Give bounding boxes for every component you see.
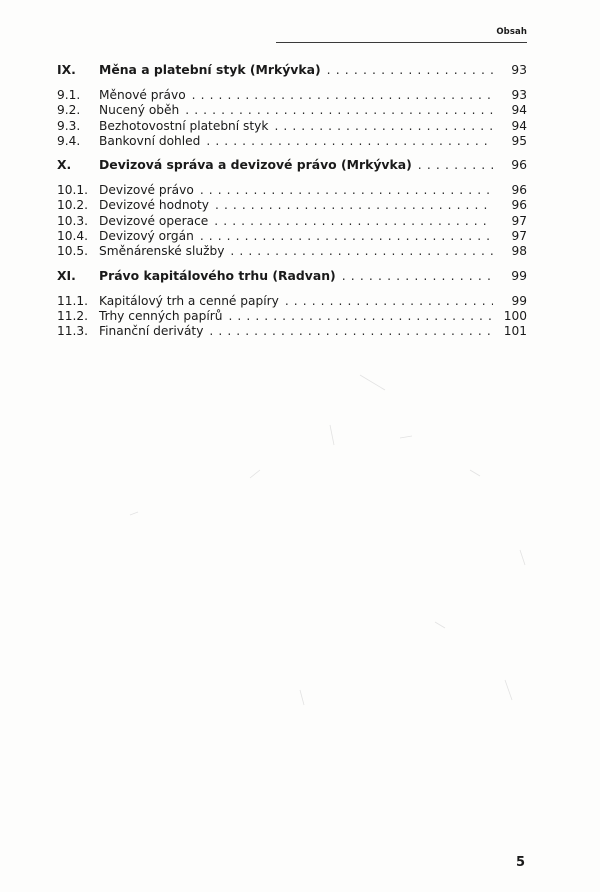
toc-dot-leader	[214, 214, 493, 229]
toc-entry-title: Bankovní dohled	[99, 133, 201, 148]
toc-chapter-number: XI.	[57, 267, 76, 283]
toc-page-number: 93	[511, 62, 527, 77]
toc-page-number: 97	[511, 213, 527, 228]
toc-entry-title: Devizové operace	[99, 213, 209, 228]
toc-entry-number: 10.4.	[57, 229, 89, 244]
toc-entry-title: Bezhotovostní platební styk	[99, 118, 269, 133]
toc-entry	[57, 88, 527, 103]
toc-dot-leader	[327, 62, 493, 78]
toc-entry	[57, 183, 527, 198]
toc-page-number: 94	[511, 118, 527, 133]
toc-entry-number: 11.3.	[57, 324, 89, 339]
toc-entry-title: Finanční deriváty	[99, 324, 204, 339]
toc-entry-number: 9.1.	[57, 88, 81, 102]
toc-chapter-number: IX.	[57, 62, 76, 77]
toc-dot-leader	[228, 309, 493, 324]
toc-chapter-title: Měna a platební styk (Mrkývka)	[99, 62, 321, 77]
toc-dot-leader	[206, 134, 493, 149]
toc-entry	[57, 294, 527, 309]
toc-entry-title: Směnárenské služby	[99, 244, 225, 259]
running-header	[276, 26, 527, 43]
toc-page-number: 93	[511, 88, 527, 102]
toc-entry	[57, 198, 527, 213]
toc-entry-title: Nucený oběh	[99, 103, 180, 118]
toc-chapter	[57, 62, 527, 149]
toc-entry-number: 9.4.	[57, 133, 81, 148]
toc-entry-number: 11.1.	[57, 293, 89, 308]
toc-entry-number: 9.2.	[57, 103, 81, 118]
toc-page-number: 100	[503, 308, 527, 323]
toc-page-number: 96	[511, 157, 527, 173]
table-of-contents	[57, 62, 527, 348]
toc-entry-number: 10.1.	[57, 183, 89, 198]
toc-chapter	[57, 157, 527, 259]
toc-dot-leader	[230, 244, 493, 259]
toc-entry	[57, 309, 527, 324]
toc-page-number: 99	[511, 293, 527, 308]
toc-dot-leader	[274, 119, 493, 134]
toc-entry-title: Měnové právo	[99, 88, 186, 102]
toc-dot-leader	[215, 198, 493, 213]
toc-page-number: 98	[511, 244, 527, 259]
toc-chapter-heading	[57, 157, 527, 173]
toc-chapter-heading	[57, 62, 527, 78]
toc-chapter	[57, 268, 527, 340]
toc-chapter-title: Právo kapitálového trhu (Radvan)	[99, 267, 336, 283]
running-header-label: Obsah	[496, 27, 527, 37]
toc-dot-leader	[342, 268, 493, 284]
toc-entry-number: 10.3.	[57, 213, 89, 228]
toc-dot-leader	[200, 229, 493, 244]
toc-dot-leader	[285, 294, 493, 309]
toc-entry	[57, 103, 527, 118]
toc-dot-leader	[185, 103, 493, 118]
toc-chapter-title: Devizová správa a devizové právo (Mrkývka)	[99, 157, 412, 173]
toc-entry	[57, 229, 527, 244]
toc-entry	[57, 244, 527, 259]
toc-entry-number: 9.3.	[57, 118, 81, 133]
toc-entry-number: 11.2.	[57, 308, 89, 323]
page-number: 5	[516, 855, 526, 870]
toc-entry-title: Devizové hodnoty	[99, 198, 210, 213]
toc-entry	[57, 214, 527, 229]
toc-page-number: 94	[511, 103, 527, 118]
toc-entry-number: 10.5.	[57, 244, 89, 259]
toc-chapter-number: X.	[57, 157, 72, 173]
toc-entry-number: 10.2.	[57, 198, 89, 213]
toc-page-number: 95	[511, 133, 527, 148]
toc-page-number: 99	[511, 267, 527, 283]
toc-entry-title: Devizové právo	[99, 183, 194, 198]
toc-entry-title: Trhy cenných papírů	[99, 308, 223, 323]
toc-chapter-heading	[57, 268, 527, 284]
toc-dot-leader	[192, 88, 493, 103]
toc-dot-leader	[200, 183, 493, 198]
toc-page-number: 96	[511, 198, 527, 213]
toc-entry	[57, 134, 527, 149]
toc-entry	[57, 119, 527, 134]
toc-entry	[57, 324, 527, 339]
toc-entry-title: Devizový orgán	[99, 229, 194, 244]
toc-entry-title: Kapitálový trh a cenné papíry	[99, 293, 279, 308]
toc-page-number: 96	[511, 183, 527, 198]
toc-page-number: 101	[503, 324, 527, 339]
toc-dot-leader	[418, 157, 493, 173]
toc-page-number: 97	[511, 229, 527, 244]
toc-dot-leader	[209, 324, 493, 339]
